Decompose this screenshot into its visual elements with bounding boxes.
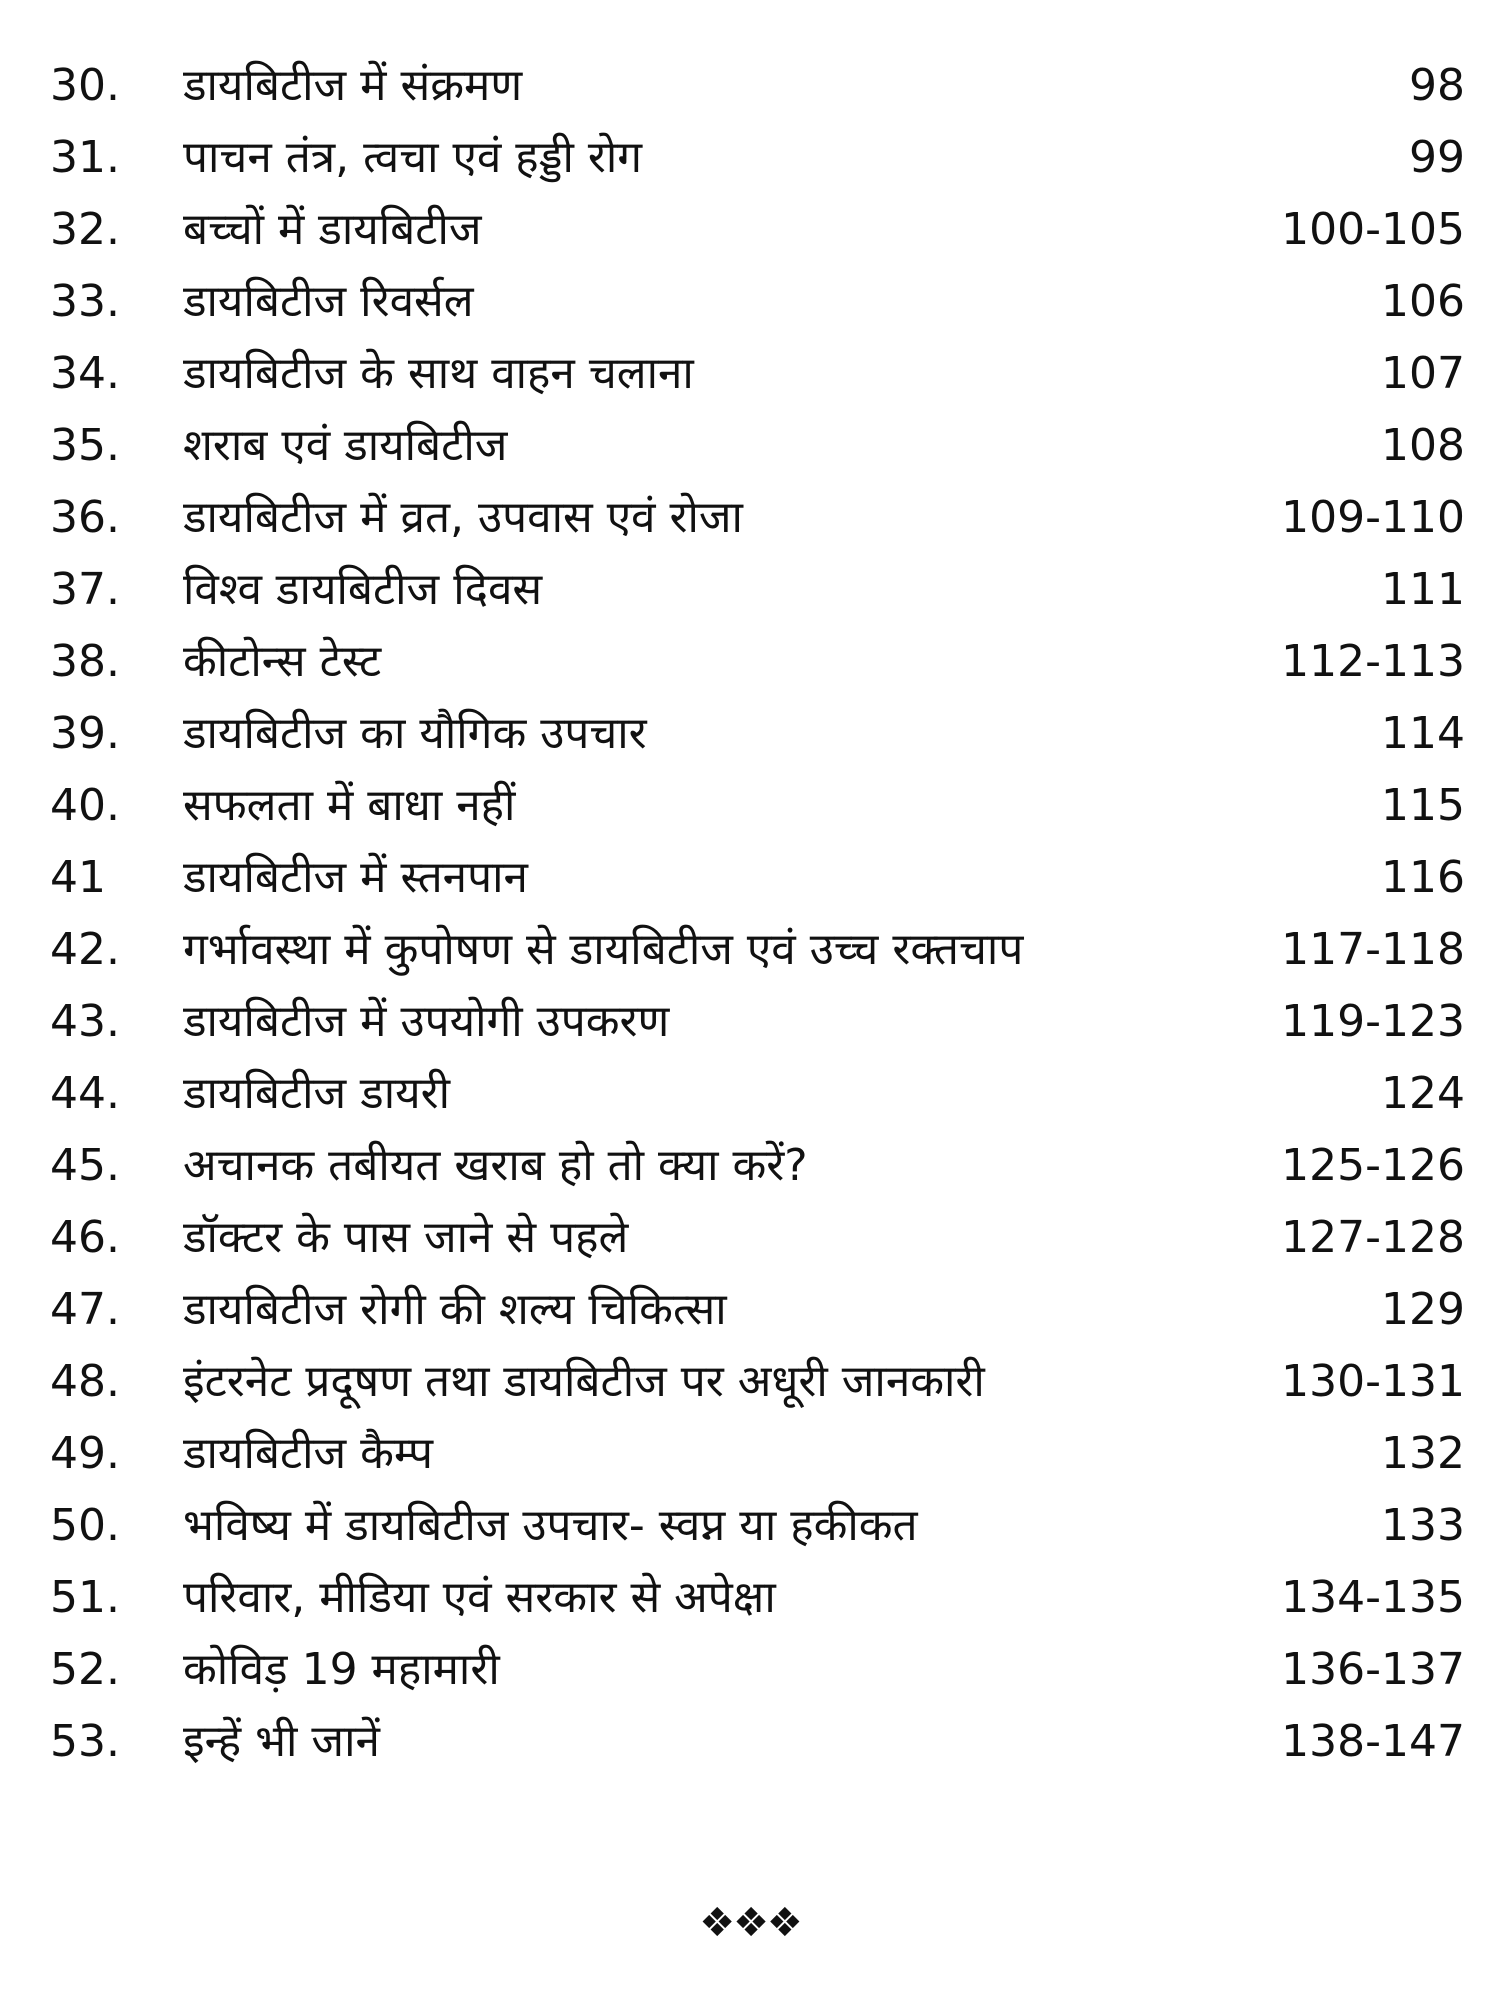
entry-page-number: 109-110 — [1281, 492, 1465, 543]
entry-number: 52. — [50, 1644, 120, 1695]
entry-page-number: 108 — [1381, 420, 1465, 471]
toc-entry-41 — [50, 842, 1465, 914]
entry-title: डायबिटीज रोगी की शल्य चिकित्सा — [183, 1284, 727, 1335]
entry-page-number: 100-105 — [1281, 204, 1465, 255]
toc-entry-51 — [50, 1562, 1465, 1634]
toc-entry-43 — [50, 986, 1465, 1058]
entry-title: भविष्य में डायबिटीज उपचार- स्वप्न या हकीकत — [183, 1500, 918, 1551]
entry-page-number: 134-135 — [1281, 1572, 1465, 1623]
toc-entry-49 — [50, 1418, 1465, 1490]
entry-number: 39. — [50, 708, 120, 759]
toc-entry-33 — [50, 266, 1465, 338]
entry-page-number: 116 — [1381, 852, 1465, 903]
entry-number: 35. — [50, 420, 120, 471]
toc-entry-30 — [50, 50, 1465, 122]
entry-number: 53. — [50, 1716, 120, 1767]
entry-page-number: 112-113 — [1281, 636, 1465, 687]
toc-entry-31 — [50, 122, 1465, 194]
entry-page-number: 119-123 — [1281, 996, 1465, 1047]
entry-title: डायबिटीज का यौगिक उपचार — [183, 708, 647, 759]
toc-entry-52 — [50, 1634, 1465, 1706]
toc-entry-50 — [50, 1490, 1465, 1562]
entry-page-number: 117-118 — [1281, 924, 1465, 975]
entry-page-number: 98 — [1409, 60, 1465, 111]
entry-number: 30. — [50, 60, 120, 111]
toc-entry-47 — [50, 1274, 1465, 1346]
entry-title: डायबिटीज के साथ वाहन चलाना — [183, 348, 694, 399]
entry-title: इन्हें भी जानें — [183, 1716, 380, 1767]
entry-number: 41 — [50, 852, 106, 903]
entry-number: 48. — [50, 1356, 120, 1407]
entry-title: डायबिटीज डायरी — [183, 1068, 451, 1119]
entry-number: 40. — [50, 780, 120, 831]
entry-page-number: 111 — [1381, 564, 1465, 615]
toc-entry-34 — [50, 338, 1465, 410]
entry-number: 34. — [50, 348, 120, 399]
entry-title: विश्व डायबिटीज दिवस — [183, 564, 543, 615]
toc-entry-35 — [50, 410, 1465, 482]
entry-title: गर्भावस्था में कुपोषण से डायबिटीज एवं उच्च रक्तचाप — [183, 924, 1024, 975]
entry-page-number: 125-126 — [1281, 1140, 1465, 1191]
entry-number: 46. — [50, 1212, 120, 1263]
entry-page-number: 106 — [1381, 276, 1465, 327]
toc-entry-42 — [50, 914, 1465, 986]
toc-entry-39 — [50, 698, 1465, 770]
toc-entry-36 — [50, 482, 1465, 554]
entry-number: 37. — [50, 564, 120, 615]
toc-entry-46 — [50, 1202, 1465, 1274]
entry-page-number: 127-128 — [1281, 1212, 1465, 1263]
entry-number: 44. — [50, 1068, 120, 1119]
entry-title: इंटरनेट प्रदूषण तथा डायबिटीज पर अधूरी जानकारी — [183, 1356, 985, 1407]
entry-page-number: 99 — [1409, 132, 1465, 183]
entry-page-number: 130-131 — [1281, 1356, 1465, 1407]
entry-title: परिवार, मीडिया एवं सरकार से अपेक्षा — [183, 1572, 776, 1623]
entry-title: डायबिटीज में उपयोगी उपकरण — [183, 996, 670, 1047]
toc-entry-32 — [50, 194, 1465, 266]
toc-entry-44 — [50, 1058, 1465, 1130]
entry-page-number: 132 — [1381, 1428, 1465, 1479]
entry-number: 42. — [50, 924, 120, 975]
entry-number: 36. — [50, 492, 120, 543]
toc-entry-38 — [50, 626, 1465, 698]
entry-title: शराब एवं डायबिटीज — [183, 420, 508, 471]
entry-number: 38. — [50, 636, 120, 687]
toc-entry-40 — [50, 770, 1465, 842]
entry-title: बच्चों में डायबिटीज — [183, 204, 482, 255]
entry-page-number: 115 — [1381, 780, 1465, 831]
entry-title: कीटोन्स टेस्ट — [183, 636, 382, 687]
entry-title: अचानक तबीयत खराब हो तो क्या करें? — [183, 1140, 808, 1191]
entry-page-number: 136-137 — [1281, 1644, 1465, 1695]
entry-title: पाचन तंत्र, त्वचा एवं हड्डी रोग — [183, 132, 643, 183]
entry-title: डायबिटीज में व्रत, उपवास एवं रोजा — [183, 492, 743, 543]
toc-entry-48 — [50, 1346, 1465, 1418]
entry-title: डॉक्टर के पास जाने से पहले — [183, 1212, 629, 1263]
entry-number: 33. — [50, 276, 120, 327]
entry-page-number: 129 — [1381, 1284, 1465, 1335]
toc-entry-53 — [50, 1706, 1465, 1778]
entry-page-number: 133 — [1381, 1500, 1465, 1551]
toc-entry-45 — [50, 1130, 1465, 1202]
entry-title: डायबिटीज में संक्रमण — [183, 60, 523, 111]
entry-number: 51. — [50, 1572, 120, 1623]
entry-title: सफलता में बाधा नहीं — [183, 780, 516, 831]
section-end-ornament-icon: ❖❖❖ — [699, 1900, 801, 1946]
entry-title: डायबिटीज में स्तनपान — [183, 852, 528, 903]
entry-number: 43. — [50, 996, 120, 1047]
entry-number: 47. — [50, 1284, 120, 1335]
entry-number: 50. — [50, 1500, 120, 1551]
entry-number: 49. — [50, 1428, 120, 1479]
table-of-contents — [50, 50, 1465, 1778]
entry-page-number: 114 — [1381, 708, 1465, 759]
entry-title: कोविड़ 19 महामारी — [183, 1644, 500, 1695]
entry-title: डायबिटीज रिवर्सल — [183, 276, 474, 327]
toc-entry-37 — [50, 554, 1465, 626]
entry-number: 32. — [50, 204, 120, 255]
entry-page-number: 107 — [1381, 348, 1465, 399]
entry-page-number: 124 — [1381, 1068, 1465, 1119]
entry-number: 31. — [50, 132, 120, 183]
entry-title: डायबिटीज कैम्प — [183, 1428, 434, 1479]
entry-number: 45. — [50, 1140, 120, 1191]
entry-page-number: 138-147 — [1281, 1716, 1465, 1767]
